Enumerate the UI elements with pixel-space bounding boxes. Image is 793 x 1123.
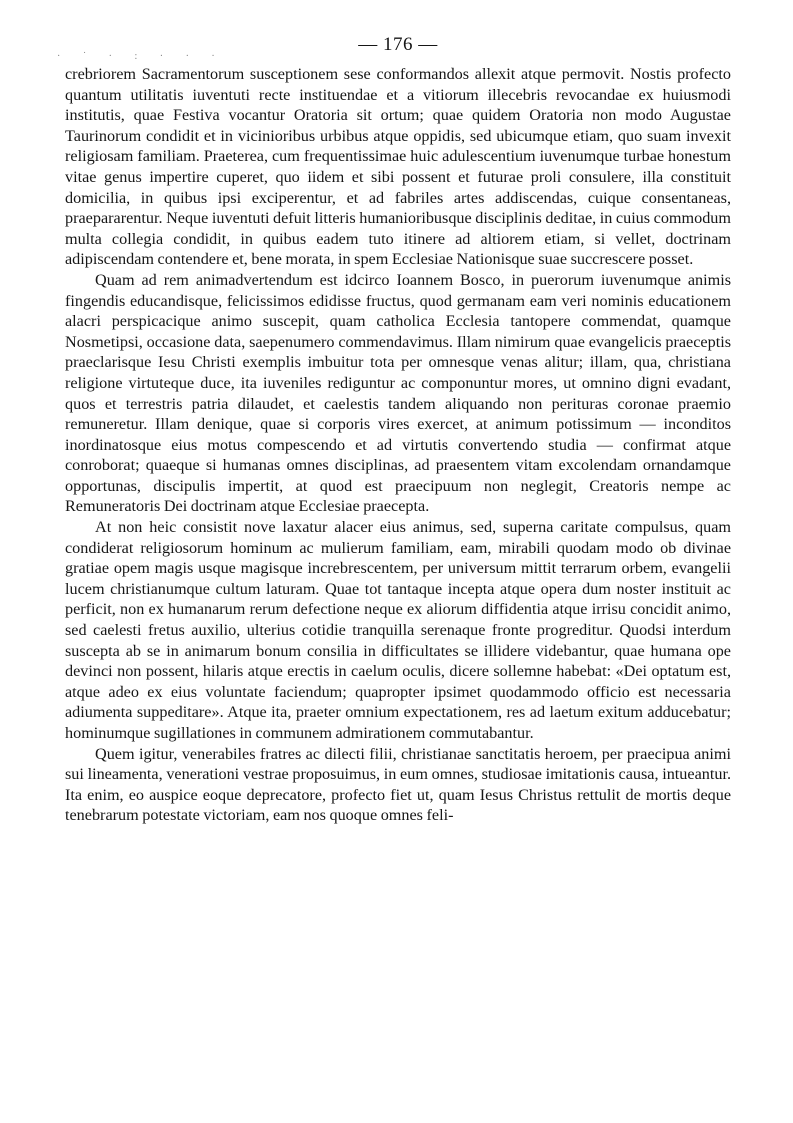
paragraph-3: At non heic consistit nove laxatur alacer eius animus, sed, superna caritate compulsus, quam condiderat religiosorum hominum ac mulierum familiam, eam, mirabili quodam modo ob divinae gratiae opem magis usque magisque increbrescentem, per universum mittit terrarum orbem, evangelii lucem christianumque cultum laturam. Quae tot tantaque incepta atque opera dum noster instituit ac perficit, non ex humanarum rerum defectione neque ex aliorum diffidentia atque irrisu concidit animo, sed caelesti fretus auxilio, ulterius cotidie tranquilla serenaque fronte progreditur. Quodsi interdum suscepta ab se in animarum bonum consilia in difficultates se illidere videbantur, quae humana ope devinci non possent, hilaris atque erectis in caelum oculis, dicere sollemne habebat: «Dei optatum est, atque adeo ex eius voluntate faciendum; quapropter ipsimet quodammodo officio est necessaria adiumenta suppeditare». Atque ita, praeter omnium expectationem, res ad laetum exitum adducebatur; hominumque sugillationes in communem admirationem commutabantur.: [65, 518, 731, 742]
paragraph-4: Quem igitur, venerabiles fratres ac dilecti filii, christianae sanctitatis heroem, per praecipua animi sui lineamenta, venerationi vestrae proposuimus, in eum omnes, studiosae imitationis causa, intueantur. Ita enim, eo auspice eoque deprecatore, profecto fiet ut, quam Iesus Christus rettulit de mortis deque tenebrarum potestate victoriam, eam nos quoque omnes feli-: [65, 744, 731, 825]
scan-specks: · ˙ · : · · ·: [57, 51, 225, 62]
paragraph-1: crebriorem Sacramentorum susceptionem sese conformandos allexit atque permovit. Nostis profecto quantum utilitatis iuventuti recte instituendae et a vitiorum illecebris revocandae ex huiusmodi institutis, quae Festiva vocantur Oratoria sit ortum; quae quidem Oratoria non modo Augustae Taurinorum condidit et in vicinioribus urbibus atque oppidis, sed ubicumque etiam, quo suam invexit religiosam familiam. Praeterea, cum frequentissimae huic adulescentium iuvenumque turbae honestum vitae genus impertire cuperet, quo iidem et sibi possent et futurae proli consulere, illa constituit domicilia, in quibus ipsi exciperentur, et ad fabriles artes addiscendas, cuique consentaneas, praepararentur. Neque iuventuti defuit litteris humanioribusque disciplinis deditae, in cuius commodum multa collegia condidit, in quibus eadem tuto itinere ad altiorem etiam, si vellet, doctrinam adipiscendam contendere et, bene morata, in spem Ecclesiae Nationisque suae succrescere posset.: [65, 65, 731, 269]
paragraph-2: Quam ad rem animadvertendum est idcirco Ioannem Bosco, in puerorum iuvenumque animis fingendis educandisque, felicissimos edidisse fructus, quod germanam eam veri nominis educationem alacri perspicacique animo suscepit, quam catholica Ecclesia tantopere commendat, quamque Nosmetipsi, occasione data, saepenumero commendavimus. Illam nimirum quae evangelicis praeceptis praeclarisque Iesu Christi exemplis imbuitur tota per omnesque venas alitur; illam, qua, christiana religione virtuteque duce, ita iuveniles rediguntur ac componuntur mores, ut omnino digni evadant, quos et terrestris patria dilaudet, et caelestis tandem aliquando non perituras coronae praemio remuneretur. Illam denique, quae si corporis vires exercet, at animum potissimum — inconditos inordinatosque eius motus compescendo et ad virtutis convertendo studia — confirmat atque conroborat; quaeque si humanas omnes disciplinas, ad praesentem vitam excolendam ornandamque opportunas, discipulis impertit, at quod est praecipuum non neglegit, Creatoris nempe ac Remuneratoris Dei doctrinam atque Ecclesiae praecepta.: [65, 270, 731, 516]
page-number: — 176 —: [358, 34, 438, 55]
page-header: [57, 30, 731, 62]
document-page: [57, 30, 731, 826]
